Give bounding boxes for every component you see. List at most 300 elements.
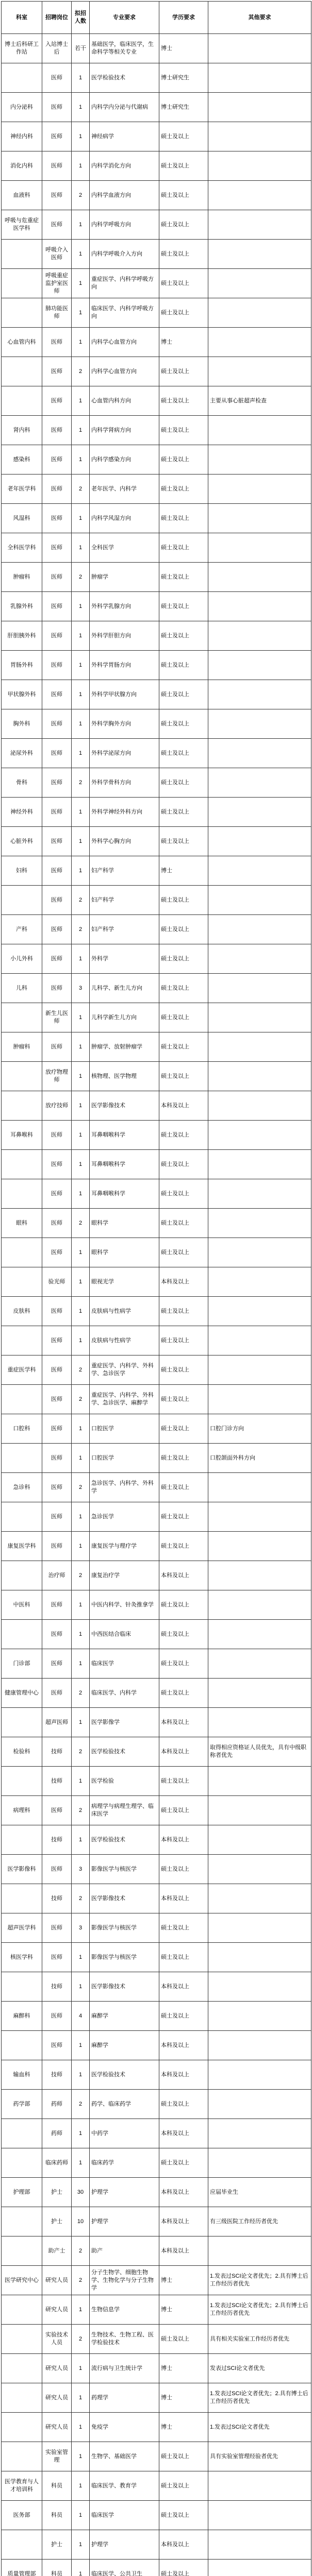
cell-dept bbox=[2, 2148, 42, 2178]
header-position: 招聘岗位 bbox=[42, 2, 72, 34]
cell-other bbox=[208, 63, 311, 93]
cell-major: 分子生物学、细胞生物学、生物化学与分子生物学 bbox=[90, 2266, 159, 2295]
cell-dept: 乳腺外科 bbox=[2, 592, 42, 621]
cell-position: 医师 bbox=[42, 328, 72, 357]
cell-position: 医师 bbox=[42, 680, 72, 709]
cell-position: 护士 bbox=[42, 2530, 72, 2560]
cell-dept bbox=[2, 2236, 42, 2266]
cell-other bbox=[208, 1649, 311, 1679]
cell-other bbox=[208, 1502, 311, 1532]
cell-dept bbox=[2, 269, 42, 298]
cell-position: 医师 bbox=[42, 1150, 72, 1179]
cell-other bbox=[208, 298, 311, 328]
cell-count: 1 bbox=[72, 2383, 90, 2413]
cell-position: 研究人员 bbox=[42, 2383, 72, 2413]
table-row bbox=[2, 1532, 311, 1561]
table-row bbox=[2, 357, 311, 386]
cell-position: 呼吸重症监护室医师 bbox=[42, 269, 72, 298]
table-row bbox=[2, 827, 311, 856]
cell-dept: 博士后科研工作站 bbox=[2, 34, 42, 63]
cell-position: 研究人员 bbox=[42, 2354, 72, 2383]
cell-education: 硕士及以上 bbox=[159, 1796, 208, 1825]
cell-count: 3 bbox=[72, 1913, 90, 1943]
table-row bbox=[2, 240, 311, 269]
cell-education: 硕士及以上 bbox=[159, 1502, 208, 1532]
cell-dept bbox=[2, 886, 42, 915]
cell-education: 硕士及以上 bbox=[159, 827, 208, 856]
cell-other bbox=[208, 1679, 311, 1708]
cell-other: 发表过SCI论文者优先 bbox=[208, 2354, 311, 2383]
cell-count: 1 bbox=[72, 2530, 90, 2560]
cell-count: 1 bbox=[72, 2501, 90, 2530]
cell-position: 医师 bbox=[42, 915, 72, 944]
cell-major: 护理学 bbox=[90, 2207, 159, 2236]
cell-count: 2 bbox=[72, 2090, 90, 2119]
cell-education: 硕士及以上 bbox=[159, 1326, 208, 1355]
cell-other bbox=[208, 1062, 311, 1091]
table-row bbox=[2, 1767, 311, 1796]
cell-dept: 药学部 bbox=[2, 2090, 42, 2119]
cell-position: 医师 bbox=[42, 357, 72, 386]
cell-major: 妇产科学 bbox=[90, 856, 159, 886]
cell-education: 硕士及以上 bbox=[159, 709, 208, 739]
cell-education: 硕士及以上 bbox=[159, 944, 208, 974]
table-row bbox=[2, 768, 311, 798]
cell-other bbox=[208, 1532, 311, 1561]
cell-position: 医师 bbox=[42, 63, 72, 93]
table-row bbox=[2, 298, 311, 328]
cell-count: 3 bbox=[72, 1855, 90, 1884]
cell-other: 具有相关实验室工作经历者优先 bbox=[208, 2325, 311, 2354]
cell-education: 硕士及以上 bbox=[159, 651, 208, 680]
cell-position: 科员 bbox=[42, 2501, 72, 2530]
table-row bbox=[2, 1825, 311, 1855]
cell-other bbox=[208, 445, 311, 474]
cell-count: 1 bbox=[72, 1502, 90, 1532]
cell-position: 医师 bbox=[42, 563, 72, 592]
cell-education: 本科及以上 bbox=[159, 1825, 208, 1855]
cell-education: 本科及以上 bbox=[159, 2530, 208, 2560]
cell-education: 本科及以上 bbox=[159, 1972, 208, 2002]
table-row bbox=[2, 1913, 311, 1943]
cell-education: 硕士及以上 bbox=[159, 151, 208, 181]
cell-position: 医师 bbox=[42, 739, 72, 768]
cell-education: 硕士及以上 bbox=[159, 2325, 208, 2354]
table-row bbox=[2, 2060, 311, 2090]
table-row bbox=[2, 856, 311, 886]
cell-dept: 感染科 bbox=[2, 445, 42, 474]
cell-count: 1 bbox=[72, 1179, 90, 1209]
cell-major: 影像医学与核医学 bbox=[90, 1913, 159, 1943]
cell-major: 耳鼻咽喉科学 bbox=[90, 1179, 159, 1209]
cell-other bbox=[208, 1150, 311, 1179]
cell-education: 硕士及以上 bbox=[159, 298, 208, 328]
cell-position: 医师 bbox=[42, 944, 72, 974]
cell-position: 医师 bbox=[42, 1121, 72, 1150]
cell-position: 医师 bbox=[42, 2002, 72, 2031]
cell-major: 中医内科学、针灸推拿学 bbox=[90, 1590, 159, 1620]
header-other: 其他要求 bbox=[208, 2, 311, 34]
cell-major: 临床医学 bbox=[90, 1649, 159, 1679]
cell-major: 耳鼻咽喉科学 bbox=[90, 1150, 159, 1179]
cell-count: 1 bbox=[72, 122, 90, 151]
cell-dept bbox=[2, 63, 42, 93]
cell-position: 技师 bbox=[42, 2060, 72, 2090]
cell-dept: 门诊部 bbox=[2, 1649, 42, 1679]
cell-position: 医师 bbox=[42, 122, 72, 151]
cell-position: 护士 bbox=[42, 2178, 72, 2207]
cell-other bbox=[208, 2002, 311, 2031]
header-major: 专业要求 bbox=[90, 2, 159, 34]
cell-education: 硕士及以上 bbox=[159, 1032, 208, 1062]
cell-education: 硕士及以上 bbox=[159, 2442, 208, 2471]
cell-other bbox=[208, 1003, 311, 1032]
cell-major: 内科学消化方向 bbox=[90, 151, 159, 181]
cell-count: 2 bbox=[72, 886, 90, 915]
cell-major: 药学、临床药学 bbox=[90, 2090, 159, 2119]
cell-major: 康复医学与理疗学 bbox=[90, 1532, 159, 1561]
cell-position: 医师 bbox=[42, 709, 72, 739]
cell-other bbox=[208, 827, 311, 856]
cell-other bbox=[208, 798, 311, 827]
cell-count: 2 bbox=[72, 357, 90, 386]
cell-count: 1 bbox=[72, 1532, 90, 1561]
cell-major: 外科学泌尿方向 bbox=[90, 739, 159, 768]
cell-position: 医师 bbox=[42, 416, 72, 445]
table-row bbox=[2, 269, 311, 298]
cell-count: 1 bbox=[72, 1972, 90, 2002]
cell-other bbox=[208, 122, 311, 151]
cell-count: 1 bbox=[72, 1062, 90, 1091]
cell-dept bbox=[2, 2354, 42, 2383]
cell-count: 2 bbox=[72, 2266, 90, 2295]
cell-other bbox=[208, 886, 311, 915]
table-row bbox=[2, 1561, 311, 1590]
cell-dept: 康复医学科 bbox=[2, 1532, 42, 1561]
cell-position: 医师 bbox=[42, 1473, 72, 1502]
cell-other bbox=[208, 2236, 311, 2266]
table-row bbox=[2, 1297, 311, 1326]
cell-major: 内科学内分泌与代谢病 bbox=[90, 93, 159, 122]
cell-education: 本科及以上 bbox=[159, 1267, 208, 1297]
cell-education: 本科及以上 bbox=[159, 2119, 208, 2148]
cell-education: 硕士及以上 bbox=[159, 357, 208, 386]
cell-dept: 口腔科 bbox=[2, 1414, 42, 1444]
cell-dept: 心血管内科 bbox=[2, 328, 42, 357]
cell-education: 硕士及以上 bbox=[159, 2090, 208, 2119]
cell-other bbox=[208, 416, 311, 445]
cell-major: 内科学心血管方向 bbox=[90, 328, 159, 357]
cell-education: 本科及以上 bbox=[159, 2178, 208, 2207]
cell-position: 医师 bbox=[42, 181, 72, 210]
cell-education: 硕士及以上 bbox=[159, 1179, 208, 1209]
cell-other bbox=[208, 1473, 311, 1502]
cell-dept: 神经内科 bbox=[2, 122, 42, 151]
cell-education: 本科及以上 bbox=[159, 2060, 208, 2090]
table-row bbox=[2, 1267, 311, 1297]
cell-education: 硕士及以上 bbox=[159, 1150, 208, 1179]
cell-dept: 病理科 bbox=[2, 1796, 42, 1825]
cell-other bbox=[208, 533, 311, 563]
cell-count: 1 bbox=[72, 151, 90, 181]
table-row bbox=[2, 944, 311, 974]
cell-dept bbox=[2, 1561, 42, 1590]
cell-count: 1 bbox=[72, 1649, 90, 1679]
table-row bbox=[2, 504, 311, 533]
table-row bbox=[2, 1003, 311, 1032]
cell-position: 医师 bbox=[42, 1855, 72, 1884]
cell-dept: 内分泌科 bbox=[2, 93, 42, 122]
cell-count: 1 bbox=[72, 2354, 90, 2383]
cell-count: 2 bbox=[72, 474, 90, 504]
cell-other bbox=[208, 1913, 311, 1943]
table-row bbox=[2, 1091, 311, 1121]
cell-position: 医师 bbox=[42, 1326, 72, 1355]
cell-dept: 输血科 bbox=[2, 2060, 42, 2090]
cell-major: 病理学与病理生理学、临床医学 bbox=[90, 1796, 159, 1825]
cell-count: 1 bbox=[72, 1590, 90, 1620]
cell-major: 医学影像技术 bbox=[90, 1091, 159, 1121]
cell-education: 硕士及以上 bbox=[159, 1855, 208, 1884]
cell-count: 1 bbox=[72, 1414, 90, 1444]
cell-other bbox=[208, 651, 311, 680]
cell-education: 硕士及以上 bbox=[159, 1062, 208, 1091]
cell-major: 内科学血液方向 bbox=[90, 181, 159, 210]
cell-count: 2 bbox=[72, 563, 90, 592]
table-row bbox=[2, 1708, 311, 1737]
cell-major: 医学影像技术 bbox=[90, 1972, 159, 2002]
cell-major: 康复治疗学 bbox=[90, 1561, 159, 1590]
cell-count: 2 bbox=[72, 2236, 90, 2266]
cell-position: 药师 bbox=[42, 2090, 72, 2119]
cell-count: 2 bbox=[72, 181, 90, 210]
table-row bbox=[2, 181, 311, 210]
table-row bbox=[2, 1355, 311, 1385]
table-header-row bbox=[2, 2, 311, 34]
cell-education: 硕士及以上 bbox=[159, 1414, 208, 1444]
cell-major: 临床医学、教育学 bbox=[90, 2471, 159, 2501]
cell-dept: 肿瘤科 bbox=[2, 1032, 42, 1062]
table-row bbox=[2, 1590, 311, 1620]
cell-count: 1 bbox=[72, 1620, 90, 1649]
cell-major: 医学检验技术 bbox=[90, 2060, 159, 2090]
cell-major: 基础医学，临床医学，生命科学等相关专业 bbox=[90, 34, 159, 63]
cell-education: 硕士及以上 bbox=[159, 2148, 208, 2178]
cell-education: 硕士及以上 bbox=[159, 445, 208, 474]
cell-dept: 儿科 bbox=[2, 974, 42, 1003]
cell-position: 医师 bbox=[42, 1532, 72, 1561]
cell-position: 医师 bbox=[42, 1385, 72, 1414]
cell-dept bbox=[2, 1003, 42, 1032]
recruitment-table bbox=[1, 1, 311, 2576]
cell-education: 硕士及以上 bbox=[159, 680, 208, 709]
cell-other bbox=[208, 1209, 311, 1238]
cell-count: 1 bbox=[72, 739, 90, 768]
cell-dept: 骨科 bbox=[2, 768, 42, 798]
cell-other: 1.发表过SCI论文者优先 bbox=[208, 2413, 311, 2442]
cell-dept: 心脏外科 bbox=[2, 827, 42, 856]
cell-dept bbox=[2, 1091, 42, 1121]
cell-major: 神经病学 bbox=[90, 122, 159, 151]
cell-position: 医师 bbox=[42, 386, 72, 416]
cell-dept bbox=[2, 1326, 42, 1355]
table-row bbox=[2, 1855, 311, 1884]
cell-count: 2 bbox=[72, 1385, 90, 1414]
cell-other bbox=[208, 680, 311, 709]
cell-major: 妇产科学 bbox=[90, 886, 159, 915]
cell-dept: 耳鼻喉科 bbox=[2, 1121, 42, 1150]
cell-major: 急诊医学 bbox=[90, 1502, 159, 1532]
cell-count: 1 bbox=[72, 651, 90, 680]
cell-education: 本科及以上 bbox=[159, 1091, 208, 1121]
cell-major: 临床医学、公共卫生 bbox=[90, 2560, 159, 2576]
cell-major: 妇产科学 bbox=[90, 915, 159, 944]
cell-position: 肺功能医师 bbox=[42, 298, 72, 328]
cell-position: 医师 bbox=[42, 1649, 72, 1679]
cell-other bbox=[208, 1267, 311, 1297]
cell-position: 医师 bbox=[42, 974, 72, 1003]
cell-dept: 全科医学科 bbox=[2, 533, 42, 563]
cell-count: 1 bbox=[72, 709, 90, 739]
table-row bbox=[2, 1209, 311, 1238]
cell-education: 本科及以上 bbox=[159, 1708, 208, 1737]
table-row bbox=[2, 1238, 311, 1267]
table-row bbox=[2, 210, 311, 240]
table-row bbox=[2, 1385, 311, 1414]
table-row bbox=[2, 2236, 311, 2266]
cell-education: 本科及以上 bbox=[159, 2207, 208, 2236]
table-row bbox=[2, 416, 311, 445]
cell-position: 技师 bbox=[42, 1767, 72, 1796]
cell-other bbox=[208, 93, 311, 122]
table-row bbox=[2, 1062, 311, 1091]
cell-education: 硕士及以上 bbox=[159, 2471, 208, 2501]
cell-count: 1 bbox=[72, 240, 90, 269]
table-body bbox=[2, 34, 311, 2576]
cell-position: 验光师 bbox=[42, 1267, 72, 1297]
cell-dept: 神经外科 bbox=[2, 798, 42, 827]
table-row bbox=[2, 1943, 311, 1972]
cell-major: 重症医学、内科学、外科学、急诊医学、麻醉学 bbox=[90, 1385, 159, 1414]
cell-position: 呼吸介入医师 bbox=[42, 240, 72, 269]
cell-count: 1 bbox=[72, 827, 90, 856]
cell-major: 核物理、医学物理 bbox=[90, 1062, 159, 1091]
cell-other bbox=[208, 1767, 311, 1796]
cell-major: 内科学呼吸介入方向 bbox=[90, 240, 159, 269]
cell-dept bbox=[2, 1972, 42, 2002]
table-row bbox=[2, 2560, 311, 2576]
cell-major: 外科学 bbox=[90, 944, 159, 974]
cell-position: 医师 bbox=[42, 474, 72, 504]
table-row bbox=[2, 1649, 311, 1679]
cell-major: 外科学神经外科方向 bbox=[90, 798, 159, 827]
cell-other bbox=[208, 1326, 311, 1355]
cell-education: 硕士及以上 bbox=[159, 1620, 208, 1649]
cell-other: 主要从事心脏超声检查 bbox=[208, 386, 311, 416]
cell-dept: 质量管理部 bbox=[2, 2560, 42, 2576]
cell-dept: 泌尿外科 bbox=[2, 739, 42, 768]
cell-other bbox=[208, 504, 311, 533]
cell-dept: 老年医学科 bbox=[2, 474, 42, 504]
cell-education: 硕士及以上 bbox=[159, 1385, 208, 1414]
cell-position: 医师 bbox=[42, 151, 72, 181]
cell-other: 取得相应资格证人员优先，具有中级职称者优先 bbox=[208, 1737, 311, 1767]
cell-other bbox=[208, 210, 311, 240]
table-row bbox=[2, 563, 311, 592]
cell-position: 医师 bbox=[42, 1913, 72, 1943]
cell-education: 博士 bbox=[159, 2266, 208, 2295]
cell-other bbox=[208, 1884, 311, 1913]
cell-education: 博士 bbox=[159, 856, 208, 886]
cell-dept: 医学研究中心 bbox=[2, 2266, 42, 2295]
cell-position: 研究人员 bbox=[42, 2295, 72, 2325]
cell-dept: 超声医学科 bbox=[2, 1913, 42, 1943]
cell-count: 2 bbox=[72, 915, 90, 944]
cell-count: 10 bbox=[72, 2207, 90, 2236]
cell-major: 免疫学 bbox=[90, 2413, 159, 2442]
cell-position: 医师 bbox=[42, 1238, 72, 1267]
table-row bbox=[2, 2501, 311, 2530]
cell-major: 麻醉学 bbox=[90, 2031, 159, 2060]
table-row bbox=[2, 533, 311, 563]
cell-major: 护理学 bbox=[90, 2178, 159, 2207]
table-row bbox=[2, 445, 311, 474]
cell-dept: 检验科 bbox=[2, 1737, 42, 1767]
cell-major: 肿瘤学、放射肿瘤学 bbox=[90, 1032, 159, 1062]
cell-dept: 胃肠外科 bbox=[2, 651, 42, 680]
cell-other bbox=[208, 34, 311, 63]
table-row bbox=[2, 1502, 311, 1532]
cell-major: 内科学肾病方向 bbox=[90, 416, 159, 445]
cell-dept: 医学影像科 bbox=[2, 1855, 42, 1884]
cell-other bbox=[208, 2031, 311, 2060]
cell-other bbox=[208, 2471, 311, 2501]
cell-position: 医师 bbox=[42, 533, 72, 563]
cell-dept bbox=[2, 2383, 42, 2413]
cell-dept bbox=[2, 1179, 42, 1209]
cell-education: 硕士及以上 bbox=[159, 1943, 208, 1972]
cell-dept bbox=[2, 1267, 42, 1297]
cell-other bbox=[208, 328, 311, 357]
cell-dept: 中医科 bbox=[2, 1590, 42, 1620]
cell-position: 治疗师 bbox=[42, 1561, 72, 1590]
cell-count: 1 bbox=[72, 269, 90, 298]
cell-education: 本科及以上 bbox=[159, 1884, 208, 1913]
cell-dept: 血液科 bbox=[2, 181, 42, 210]
cell-education: 硕士及以上 bbox=[159, 1590, 208, 1620]
cell-dept: 小儿外科 bbox=[2, 944, 42, 974]
cell-position: 医师 bbox=[42, 798, 72, 827]
cell-dept bbox=[2, 2207, 42, 2236]
table-row bbox=[2, 2090, 311, 2119]
cell-other bbox=[208, 2119, 311, 2148]
cell-count: 3 bbox=[72, 974, 90, 1003]
cell-major: 流行病与卫生统计学 bbox=[90, 2354, 159, 2383]
cell-position: 医师 bbox=[42, 621, 72, 651]
cell-major: 影像医学与核医学 bbox=[90, 1943, 159, 1972]
cell-dept: 皮肤科 bbox=[2, 1297, 42, 1326]
cell-position: 医师 bbox=[42, 1032, 72, 1062]
cell-education: 硕士及以上 bbox=[159, 768, 208, 798]
cell-education: 博士 bbox=[159, 328, 208, 357]
cell-dept bbox=[2, 1502, 42, 1532]
cell-major: 口腔医学 bbox=[90, 1444, 159, 1473]
cell-education: 硕士及以上 bbox=[159, 2002, 208, 2031]
cell-other: 口腔颌面外科方向 bbox=[208, 1444, 311, 1473]
cell-education: 博士研究生 bbox=[159, 63, 208, 93]
table-row bbox=[2, 1737, 311, 1767]
cell-count: 1 bbox=[72, 2442, 90, 2471]
